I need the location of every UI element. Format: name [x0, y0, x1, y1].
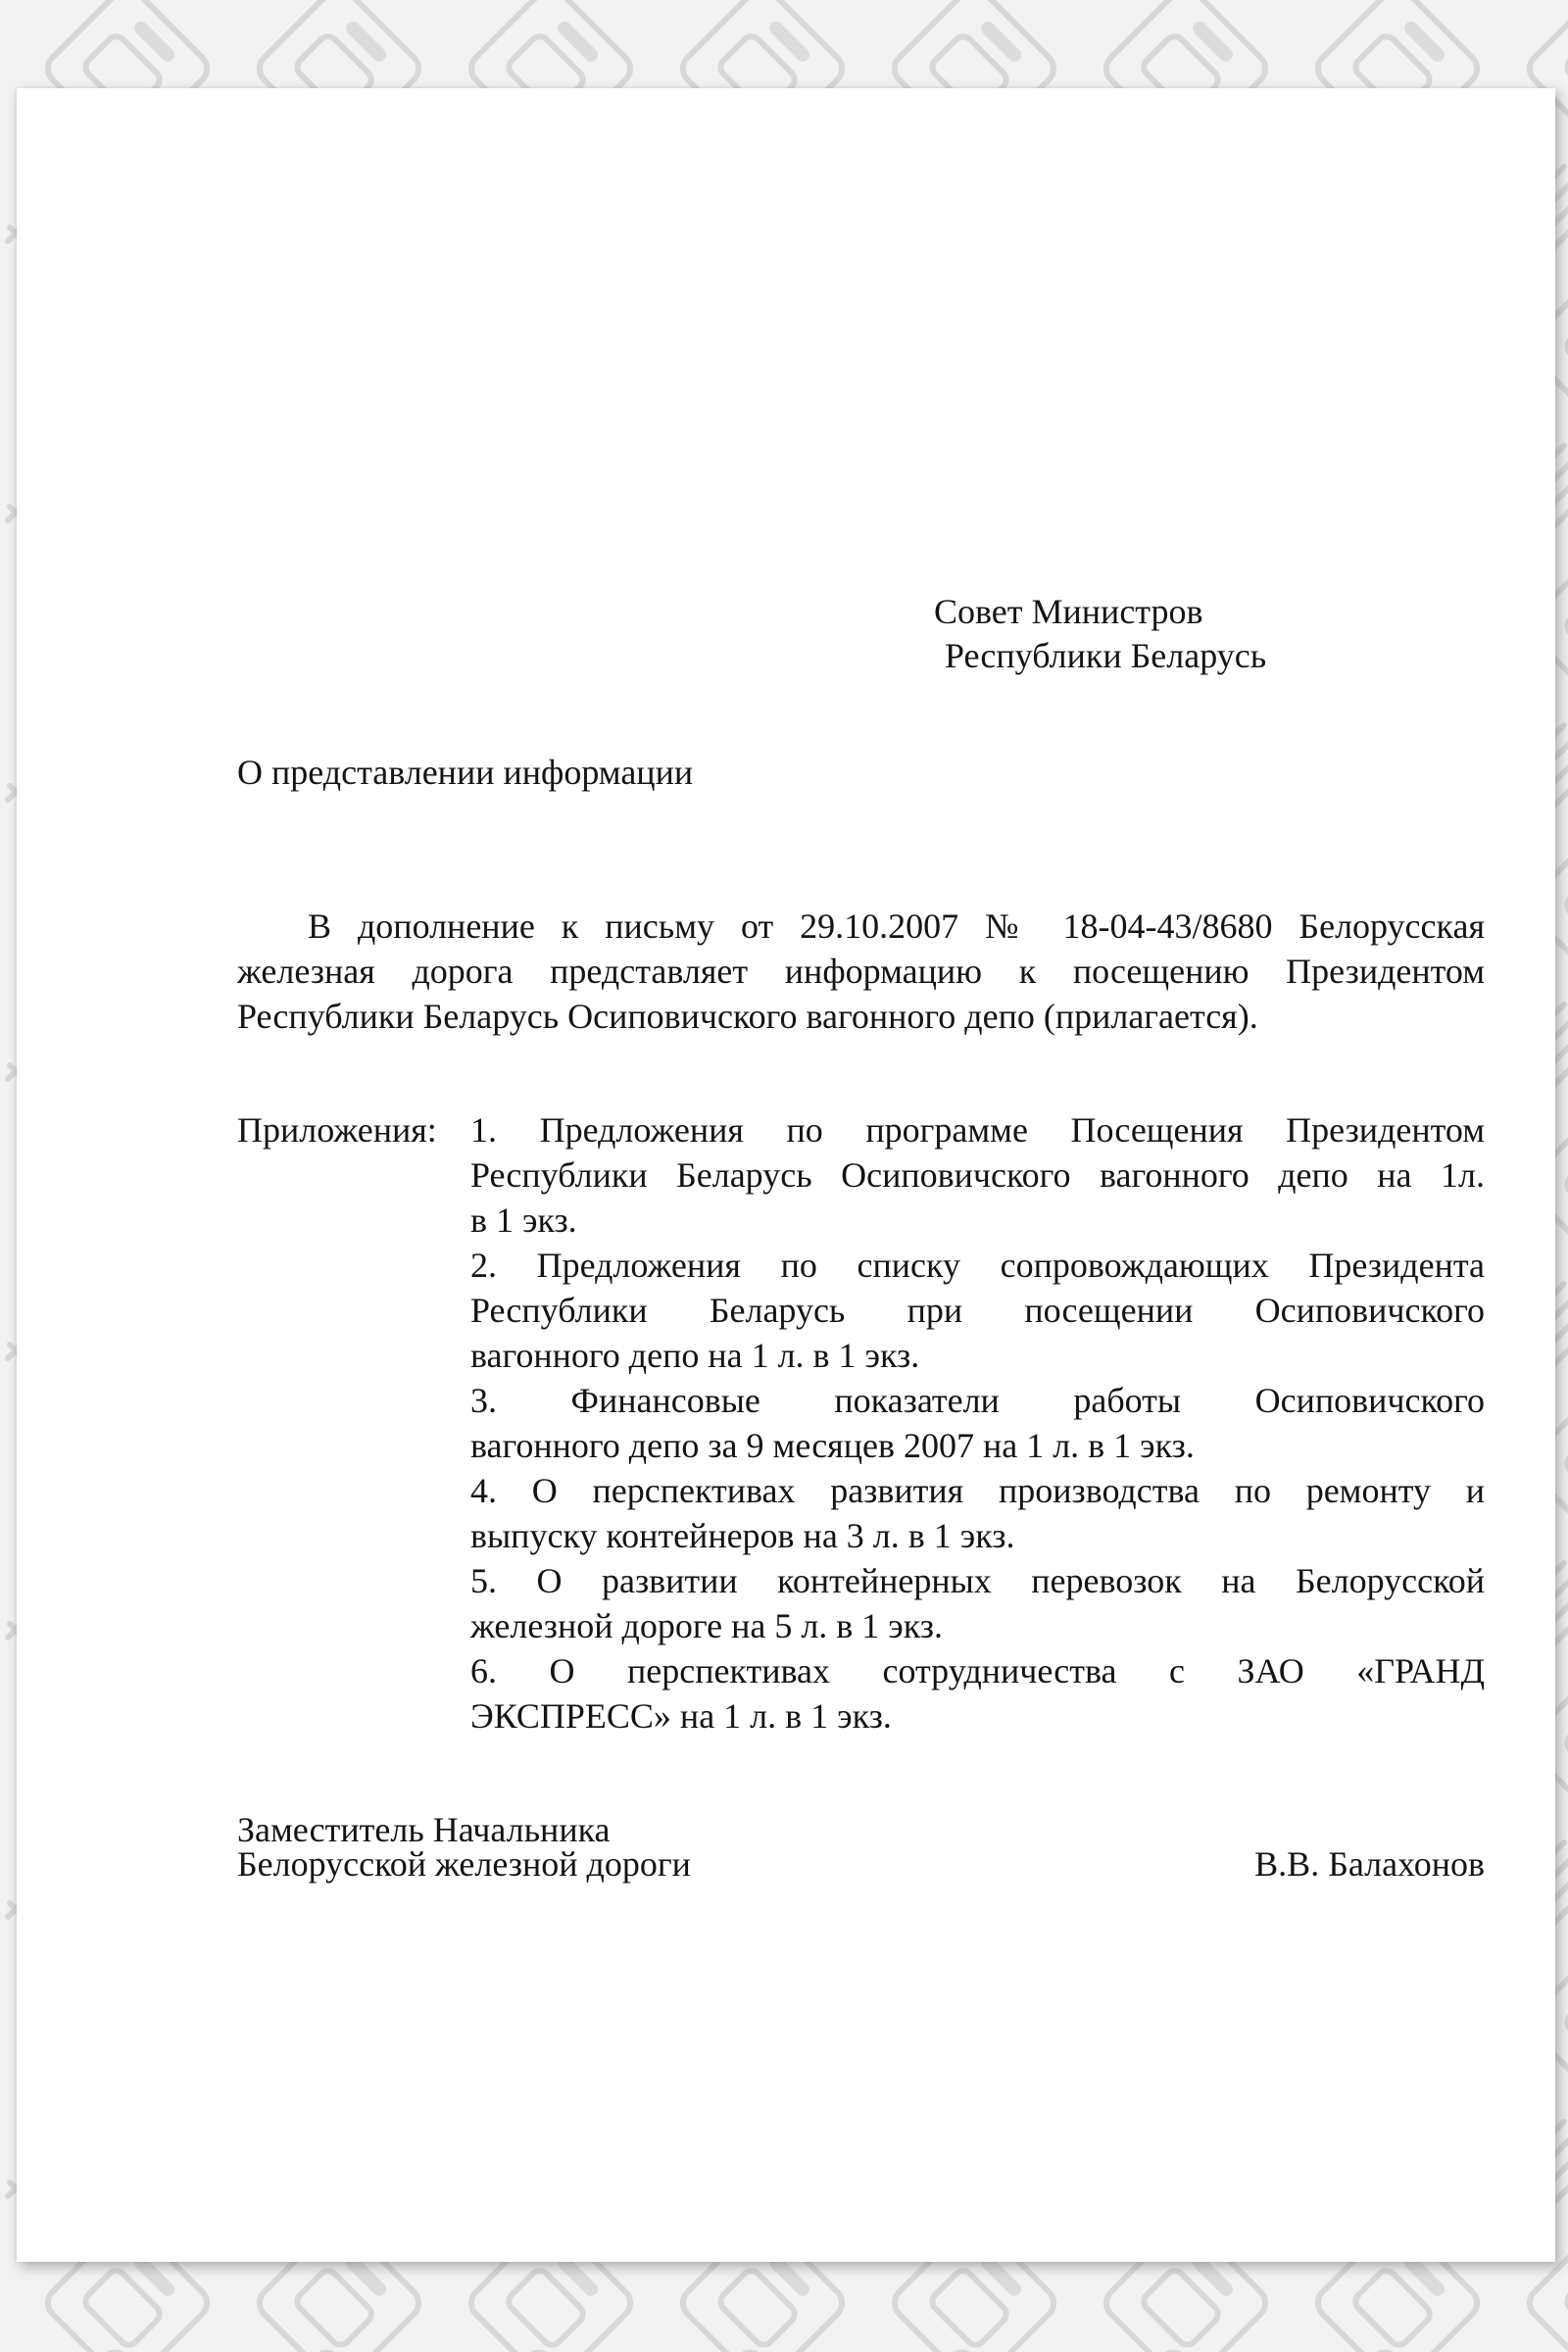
attachment-line: выпуску контейнеров на 3 л. в 1 экз. — [470, 1516, 1015, 1555]
attachment-line: 3. Финансовые показатели работы Осиповичского — [470, 1381, 1485, 1420]
attachment-line: 5. О развитии контейнерных перевозок на Белорусской — [470, 1561, 1485, 1600]
body-line: железная дорога представляет информацию к посещению Президентом — [237, 952, 1485, 991]
signature-title — [237, 1810, 691, 1884]
signature-block — [237, 1810, 1485, 1884]
attachment-line: 2. Предложения по списку сопровождающих Президента — [470, 1246, 1485, 1285]
recipient-block — [934, 590, 1266, 678]
signature-title-line-1: Заместитель Начальника — [237, 1810, 611, 1849]
attachment-line: 4. О перспективах развития производства по ремонту и — [470, 1471, 1485, 1510]
recipient-line-1: Совет Министров — [934, 592, 1203, 631]
attachment-line: 1. Предложения по программе Посещения Президентом — [470, 1110, 1485, 1150]
signature-name: В.В. Балахонов — [1254, 1844, 1485, 1884]
subject-line: О представлении информации — [237, 753, 694, 792]
attachment-line: Республики Беларусь Осиповичского вагонного депо на 1л. — [470, 1155, 1485, 1195]
attachment-line: вагонного депо за 9 месяцев 2007 на 1 л. в 1 экз. — [470, 1426, 1195, 1465]
attachment-line: вагонного депо на 1 л. в 1 экз. — [470, 1336, 920, 1375]
recipient-line-2: Республики Беларусь — [945, 636, 1267, 675]
document-page — [17, 88, 1555, 2262]
body-line: В дополнение к письму от 29.10.2007 № 18-04-43/8680 Белорусская — [308, 906, 1485, 946]
signature-title-line-2: Белорусской железной дороги — [237, 1844, 691, 1884]
attachments-label: Приложения: — [237, 1110, 437, 1150]
attachment-line: 6. О перспективах сотрудничества с ЗАО «ГРАНД — [470, 1651, 1485, 1690]
attachment-line: железной дороге на 5 л. в 1 экз. — [470, 1606, 943, 1645]
body-line: Республики Беларусь Осиповичского вагонного депо (прилагается). — [237, 997, 1258, 1036]
attachment-line: в 1 экз. — [470, 1200, 577, 1240]
body-paragraph — [237, 904, 1485, 1039]
attachments-list — [470, 1107, 1485, 1739]
attachment-line: Республики Беларусь при посещении Осиповичского — [470, 1291, 1485, 1330]
attachment-line: ЭКСПРЕСС» на 1 л. в 1 экз. — [470, 1696, 892, 1736]
